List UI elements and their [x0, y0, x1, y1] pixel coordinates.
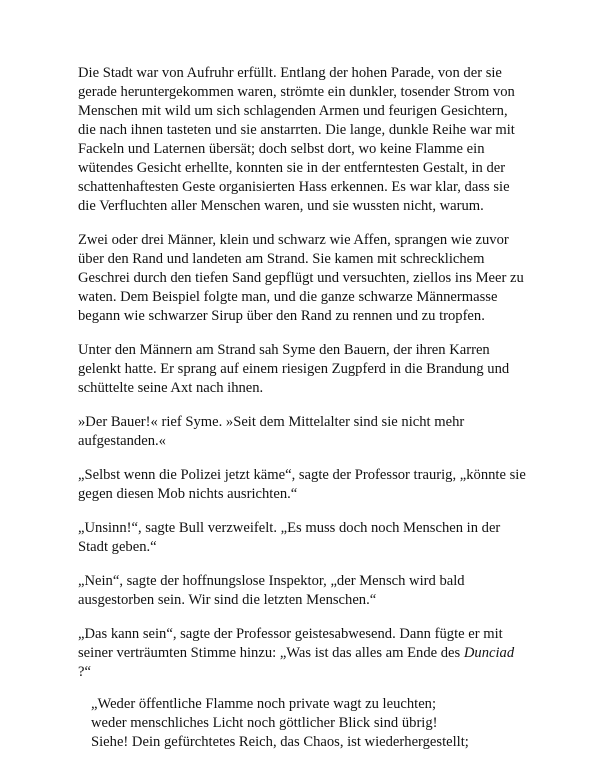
paragraph-syme-quote: »Der Bauer!« rief Syme. »Seit dem Mittelalter sind sie nicht mehr aufgestanden.«: [78, 414, 465, 449]
paragraph-professor-dunciad: [78, 625, 526, 682]
verse-line-3: Siehe! Dein gefürchtetes Reich, das Chaos, ist wiederhergestellt;: [91, 734, 469, 750]
book-page: [78, 64, 526, 752]
paragraph-peasant: Unter den Männern am Strand sah Syme den Bauern, der ihren Karren gelenkt hatte. Er sprang auf einem riesigen Zugpferd in die Brandung und schüttelte seine Axt nach ihnen.: [78, 342, 510, 396]
dunciad-text-before: „Das kann sein“, sagte der Professor geistesabwesend. Dann fügte er mit seiner verträumten Stimme hinzu: „Was ist das alles am Ende des: [78, 626, 503, 661]
paragraph-bull-quote: „Unsinn!“, sagte Bull verzweifelt. „Es muss doch noch Menschen in der Stadt geben.“: [78, 520, 501, 555]
paragraph-professor-police: „Selbst wenn die Polizei jetzt käme“, sagte der Professor traurig, „könnte sie gegen diesen Mob nichts ausrichten.“: [78, 467, 526, 502]
paragraph-inspector-quote: „Nein“, sagte der hoffnungslose Inspektor, „der Mensch wird bald ausgestorben sein. Wir sind die letzten Menschen.“: [78, 573, 465, 608]
verse-quote: [91, 695, 526, 752]
dunciad-title: Dunciad: [463, 645, 515, 661]
dunciad-text-after: ?“: [78, 664, 91, 680]
verse-line-2: weder menschliches Licht noch göttlicher Blick sind übrig!: [91, 715, 438, 731]
verse-line-1: „Weder öffentliche Flamme noch private wagt zu leuchten;: [91, 696, 437, 712]
paragraph-riot: Die Stadt war von Aufruhr erfüllt. Entlang der hohen Parade, von der sie gerade heruntergekommen waren, strömte ein dunkler, tosender Strom von Menschen mit wild um sich schlagenden Armen und feurigen Gesichtern, die nach ihnen tasteten und sie anstarrten. Die lange, dunkle Reihe war mit Fackeln und Laternen übersät; doch selbst dort, wo keine Flamme ein wütendes Gesicht erhellte, konnten sie in der entferntesten Gestalt, in der schattenhaftesten Geste organisierten Hass erkennen. Es war klar, dass sie die Verfluchten aller Menschen waren, und sie wussten nicht, warum.: [78, 65, 515, 214]
paragraph-men-on-beach: Zwei oder drei Männer, klein und schwarz wie Affen, sprangen wie zuvor über den Rand und landeten am Strand. Sie kamen mit schrecklichem Geschrei durch den tiefen Sand gepflügt und versuchten, ziellos ins Meer zu waten. Dem Beispiel folgte man, und die ganze schwarze Männermasse begann wie schwarzer Sirup über den Rand zu rennen und zu tropfen.: [78, 232, 524, 324]
